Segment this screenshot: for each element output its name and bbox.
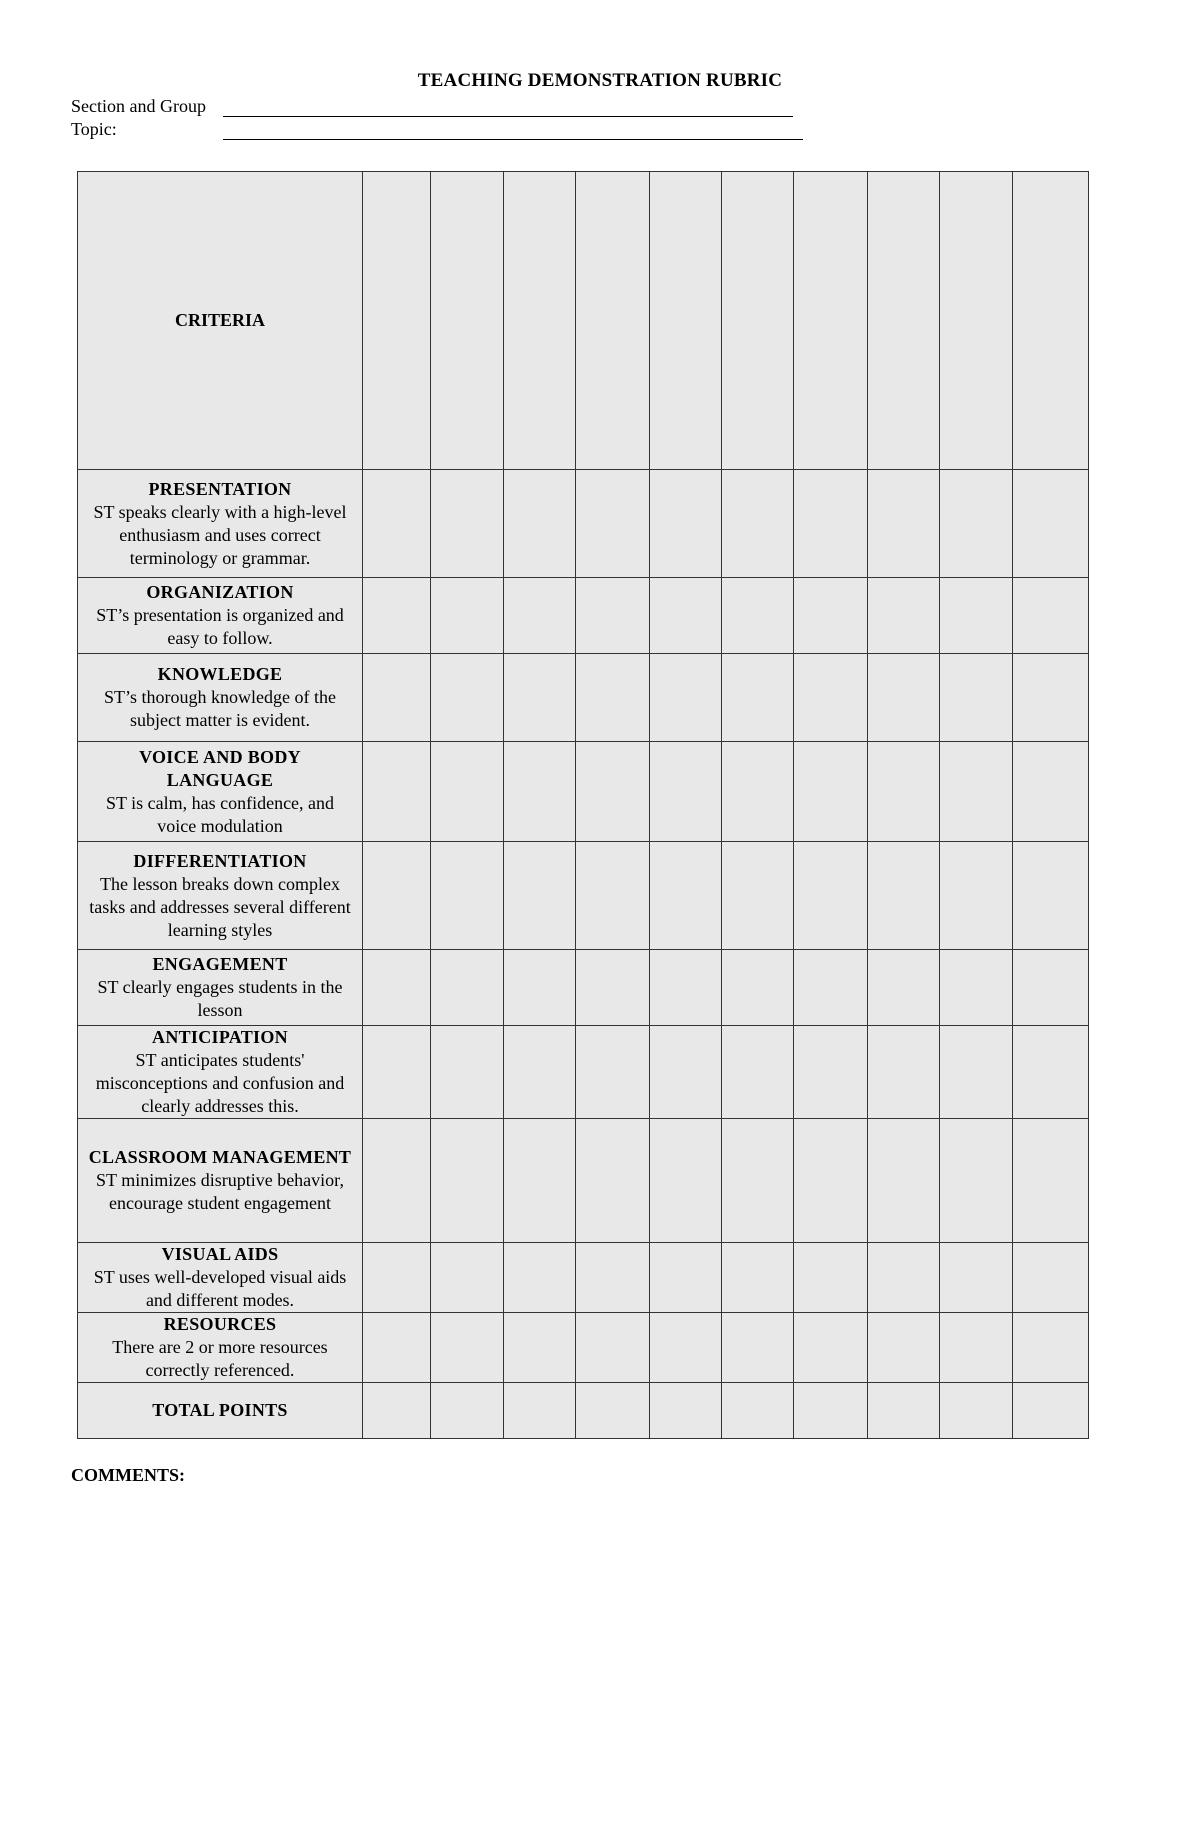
- score-cell[interactable]: [363, 470, 431, 578]
- score-cell[interactable]: [576, 654, 650, 742]
- score-cell[interactable]: [431, 1026, 504, 1119]
- score-cell[interactable]: [940, 842, 1013, 950]
- score-cell[interactable]: [431, 950, 504, 1026]
- score-cell[interactable]: [940, 1243, 1013, 1313]
- score-cell[interactable]: [940, 950, 1013, 1026]
- score-cell[interactable]: [722, 1243, 794, 1313]
- criterion-cell: [78, 470, 363, 578]
- document-title: TEACHING DEMONSTRATION RUBRIC: [417, 70, 783, 91]
- score-cell[interactable]: [722, 1119, 794, 1243]
- criterion-description: ST’s thorough knowledge of the subject matter is evident.: [104, 687, 336, 730]
- score-cell[interactable]: [722, 654, 794, 742]
- criterion-description: ST speaks clearly with a high-level enthusiasm and uses correct terminology or grammar.: [93, 501, 347, 568]
- score-cell[interactable]: [504, 1313, 576, 1383]
- score-cell[interactable]: [363, 1243, 431, 1313]
- score-cell[interactable]: [868, 1313, 940, 1383]
- score-cell[interactable]: [431, 1313, 504, 1383]
- score-cell[interactable]: [431, 842, 504, 950]
- criterion-cell: [78, 1313, 363, 1383]
- score-cell[interactable]: [868, 1026, 940, 1119]
- score-cell[interactable]: [868, 1243, 940, 1313]
- score-cell[interactable]: [1013, 578, 1089, 654]
- score-cell[interactable]: [363, 742, 431, 842]
- criterion-cell: [78, 1243, 363, 1313]
- score-cell[interactable]: [650, 470, 722, 578]
- criterion-heading: DIFFERENTIATION: [133, 850, 307, 871]
- section-group-label: Section and Group: [71, 96, 206, 116]
- score-cell[interactable]: [576, 842, 650, 950]
- criterion-heading: ANTICIPATION: [152, 1027, 288, 1047]
- score-cell[interactable]: [868, 842, 940, 950]
- score-cell[interactable]: [504, 842, 576, 950]
- score-cell[interactable]: [504, 1119, 576, 1243]
- score-cell[interactable]: [794, 742, 868, 842]
- score-cell[interactable]: [1013, 1243, 1089, 1313]
- score-cell[interactable]: [576, 1026, 650, 1119]
- score-cell[interactable]: [940, 578, 1013, 654]
- score-cell[interactable]: [1013, 1026, 1089, 1119]
- score-cell[interactable]: [431, 470, 504, 578]
- criterion-heading: VISUAL AIDS: [161, 1244, 279, 1264]
- header-row: [78, 172, 1089, 470]
- criterion-cell: [78, 950, 363, 1026]
- score-cell[interactable]: [794, 842, 868, 950]
- score-header-cell[interactable]: [722, 172, 794, 470]
- score-cell[interactable]: [363, 578, 431, 654]
- criterion-cell: [78, 1026, 363, 1119]
- section-group-input-line[interactable]: [223, 96, 793, 117]
- score-cell[interactable]: [1013, 950, 1089, 1026]
- score-cell[interactable]: [868, 654, 940, 742]
- score-cell[interactable]: [504, 1243, 576, 1313]
- score-cell[interactable]: [363, 842, 431, 950]
- score-cell[interactable]: [722, 742, 794, 842]
- score-header-cell[interactable]: [940, 172, 1013, 470]
- criterion-row: [78, 470, 1089, 578]
- criterion-cell: [78, 742, 363, 842]
- score-cell[interactable]: [794, 950, 868, 1026]
- criterion-heading: KNOWLEDGE: [157, 664, 283, 684]
- criterion-cell: [78, 842, 363, 950]
- score-cell[interactable]: [363, 654, 431, 742]
- score-cell[interactable]: [940, 654, 1013, 742]
- criterion-row: [78, 578, 1089, 654]
- criterion-description: ST uses well-developed visual aids and different modes.: [93, 1267, 347, 1310]
- score-cell[interactable]: [794, 470, 868, 578]
- score-cell[interactable]: [431, 1119, 504, 1243]
- score-cell[interactable]: [868, 578, 940, 654]
- score-cell[interactable]: [504, 742, 576, 842]
- score-cell[interactable]: [722, 470, 794, 578]
- total-score-cell[interactable]: [431, 1383, 504, 1439]
- criterion-row: [78, 654, 1089, 742]
- score-cell[interactable]: [504, 470, 576, 578]
- criterion-heading: VOICE AND BODY LANGUAGE: [139, 746, 301, 790]
- criterion-description: ST anticipates students' misconceptions and confusion and clearly addresses this.: [95, 1050, 345, 1116]
- criterion-description: ST minimizes disruptive behavior, encourage student engagement: [96, 1170, 344, 1213]
- score-cell[interactable]: [650, 1243, 722, 1313]
- score-cell[interactable]: [794, 1313, 868, 1383]
- criterion-heading: CLASSROOM MANAGEMENT: [88, 1147, 352, 1167]
- criterion-heading: RESOURCES: [163, 1314, 277, 1334]
- total-score-cell[interactable]: [940, 1383, 1013, 1439]
- score-cell[interactable]: [940, 1119, 1013, 1243]
- total-score-cell[interactable]: [363, 1383, 431, 1439]
- score-cell[interactable]: [940, 470, 1013, 578]
- total-points-heading: TOTAL POINTS: [152, 1400, 288, 1420]
- total-row: [78, 1383, 1089, 1439]
- total-score-cell[interactable]: [868, 1383, 940, 1439]
- criterion-heading: ORGANIZATION: [146, 582, 294, 602]
- score-cell[interactable]: [504, 578, 576, 654]
- criterion-description: ST’s presentation is organized and easy to follow.: [96, 605, 344, 648]
- score-cell[interactable]: [794, 1119, 868, 1243]
- criterion-row: [78, 950, 1089, 1026]
- score-cell[interactable]: [650, 1313, 722, 1383]
- criterion-description: The lesson breaks down complex tasks and addresses several different learning styles: [89, 873, 351, 940]
- score-cell[interactable]: [431, 742, 504, 842]
- score-header-cell[interactable]: [1013, 172, 1089, 470]
- score-cell[interactable]: [650, 1026, 722, 1119]
- criterion-description: There are 2 or more resources correctly referenced.: [112, 1337, 328, 1380]
- score-cell[interactable]: [722, 578, 794, 654]
- criteria-header: CRITERIA: [78, 172, 363, 470]
- score-cell[interactable]: [431, 1243, 504, 1313]
- total-points-label: [78, 1383, 363, 1439]
- criterion-row: [78, 742, 1089, 842]
- topic-field: [71, 116, 803, 140]
- criterion-row: [78, 1026, 1089, 1119]
- score-cell[interactable]: [431, 654, 504, 742]
- score-cell[interactable]: [576, 1313, 650, 1383]
- score-cell[interactable]: [868, 950, 940, 1026]
- score-cell[interactable]: [794, 578, 868, 654]
- score-header-cell[interactable]: [576, 172, 650, 470]
- score-header-cell[interactable]: [868, 172, 940, 470]
- criterion-description: ST clearly engages students in the lesson: [97, 977, 343, 1020]
- score-cell[interactable]: [576, 1243, 650, 1313]
- score-header-cell[interactable]: [504, 172, 576, 470]
- criterion-row: [78, 1243, 1089, 1313]
- score-cell[interactable]: [504, 654, 576, 742]
- score-cell[interactable]: [940, 1026, 1013, 1119]
- score-cell[interactable]: [940, 1313, 1013, 1383]
- score-cell[interactable]: [722, 1026, 794, 1119]
- criterion-row: [78, 842, 1089, 950]
- score-header-cell[interactable]: [650, 172, 722, 470]
- score-cell[interactable]: [650, 654, 722, 742]
- score-cell[interactable]: [794, 1026, 868, 1119]
- score-cell[interactable]: [794, 1243, 868, 1313]
- score-cell[interactable]: [431, 578, 504, 654]
- score-cell[interactable]: [363, 1119, 431, 1243]
- score-cell[interactable]: [504, 950, 576, 1026]
- score-cell[interactable]: [722, 1313, 794, 1383]
- score-cell[interactable]: [1013, 742, 1089, 842]
- total-score-cell[interactable]: [576, 1383, 650, 1439]
- score-cell[interactable]: [650, 842, 722, 950]
- criterion-row: [78, 1313, 1089, 1383]
- score-cell[interactable]: [504, 1026, 576, 1119]
- criterion-heading: PRESENTATION: [148, 478, 292, 499]
- score-cell[interactable]: [576, 1119, 650, 1243]
- score-cell[interactable]: [868, 742, 940, 842]
- score-cell[interactable]: [868, 1119, 940, 1243]
- criterion-cell: [78, 654, 363, 742]
- rubric-table: [77, 171, 1089, 1439]
- score-header-cell[interactable]: [794, 172, 868, 470]
- score-cell[interactable]: [576, 950, 650, 1026]
- score-cell[interactable]: [722, 950, 794, 1026]
- criterion-description: ST is calm, has confidence, and voice modulation: [105, 792, 335, 836]
- score-cell[interactable]: [650, 742, 722, 842]
- total-score-cell[interactable]: [1013, 1383, 1089, 1439]
- criterion-row: [78, 1119, 1089, 1243]
- score-header-cell[interactable]: [431, 172, 504, 470]
- score-cell[interactable]: [1013, 1313, 1089, 1383]
- topic-label: Topic:: [71, 119, 117, 139]
- score-cell[interactable]: [576, 578, 650, 654]
- total-score-cell[interactable]: [722, 1383, 794, 1439]
- score-cell[interactable]: [650, 950, 722, 1026]
- score-cell[interactable]: [1013, 842, 1089, 950]
- criterion-cell: [78, 1119, 363, 1243]
- score-cell[interactable]: [1013, 470, 1089, 578]
- total-score-cell[interactable]: [650, 1383, 722, 1439]
- score-cell[interactable]: [1013, 1119, 1089, 1243]
- topic-input-line[interactable]: [223, 119, 803, 140]
- score-cell[interactable]: [794, 654, 868, 742]
- score-cell[interactable]: [940, 742, 1013, 842]
- score-cell[interactable]: [363, 950, 431, 1026]
- score-cell[interactable]: [722, 842, 794, 950]
- score-cell[interactable]: [650, 578, 722, 654]
- score-cell[interactable]: [868, 470, 940, 578]
- score-cell[interactable]: [363, 1313, 431, 1383]
- score-cell[interactable]: [650, 1119, 722, 1243]
- score-cell[interactable]: [363, 1026, 431, 1119]
- score-cell[interactable]: [576, 742, 650, 842]
- criterion-heading: ENGAGEMENT: [152, 954, 288, 974]
- total-score-cell[interactable]: [794, 1383, 868, 1439]
- score-cell[interactable]: [1013, 654, 1089, 742]
- score-header-cell[interactable]: [363, 172, 431, 470]
- criterion-cell: [78, 578, 363, 654]
- score-cell[interactable]: [576, 470, 650, 578]
- section-group-field: [71, 93, 793, 117]
- total-score-cell[interactable]: [504, 1383, 576, 1439]
- comments-label: COMMENTS:: [71, 1465, 185, 1485]
